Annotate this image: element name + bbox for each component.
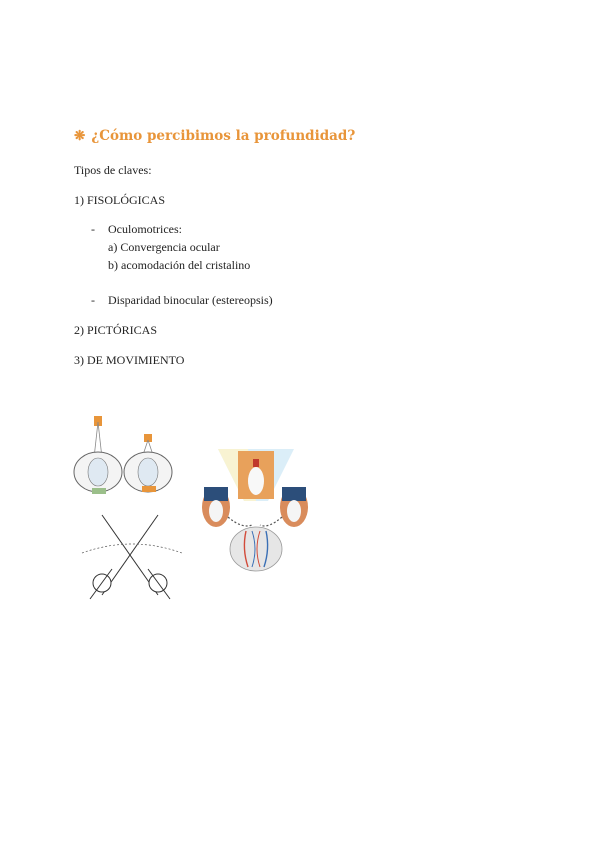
section-1-title: 1) FISOLÓGICAS: [74, 193, 166, 207]
list-marker: b): [108, 258, 118, 272]
dash-2: -: [91, 293, 95, 307]
list-item-b: [108, 258, 250, 273]
binocular-disparity-figure: [198, 445, 314, 573]
eye-diagram-figure: [72, 412, 192, 500]
section-heading: [74, 128, 355, 144]
list-item-a: [108, 240, 220, 255]
list-marker: a): [108, 240, 118, 254]
section-3-title: 3) DE MOVIMIENTO: [74, 353, 185, 367]
horopter-diagram-figure: [72, 505, 192, 605]
section-2-title: 2) PICTÓRICAS: [74, 323, 158, 337]
list-item-text: Convergencia ocular: [120, 240, 220, 254]
heading-text: ¿Cómo percibimos la profundidad?: [91, 128, 356, 144]
bullet-icon: ❋: [74, 128, 86, 144]
dash-1: -: [91, 222, 95, 236]
intro-text: Tipos de claves:: [74, 163, 152, 177]
oculomotrices-label: Oculomotrices:: [108, 222, 182, 236]
eye-pair-left: [74, 416, 122, 494]
disparidad-label: Disparidad binocular (estereopsis): [108, 293, 273, 307]
eye-pair-right: [124, 434, 172, 492]
list-item-text: acomodación del cristalino: [121, 258, 251, 272]
